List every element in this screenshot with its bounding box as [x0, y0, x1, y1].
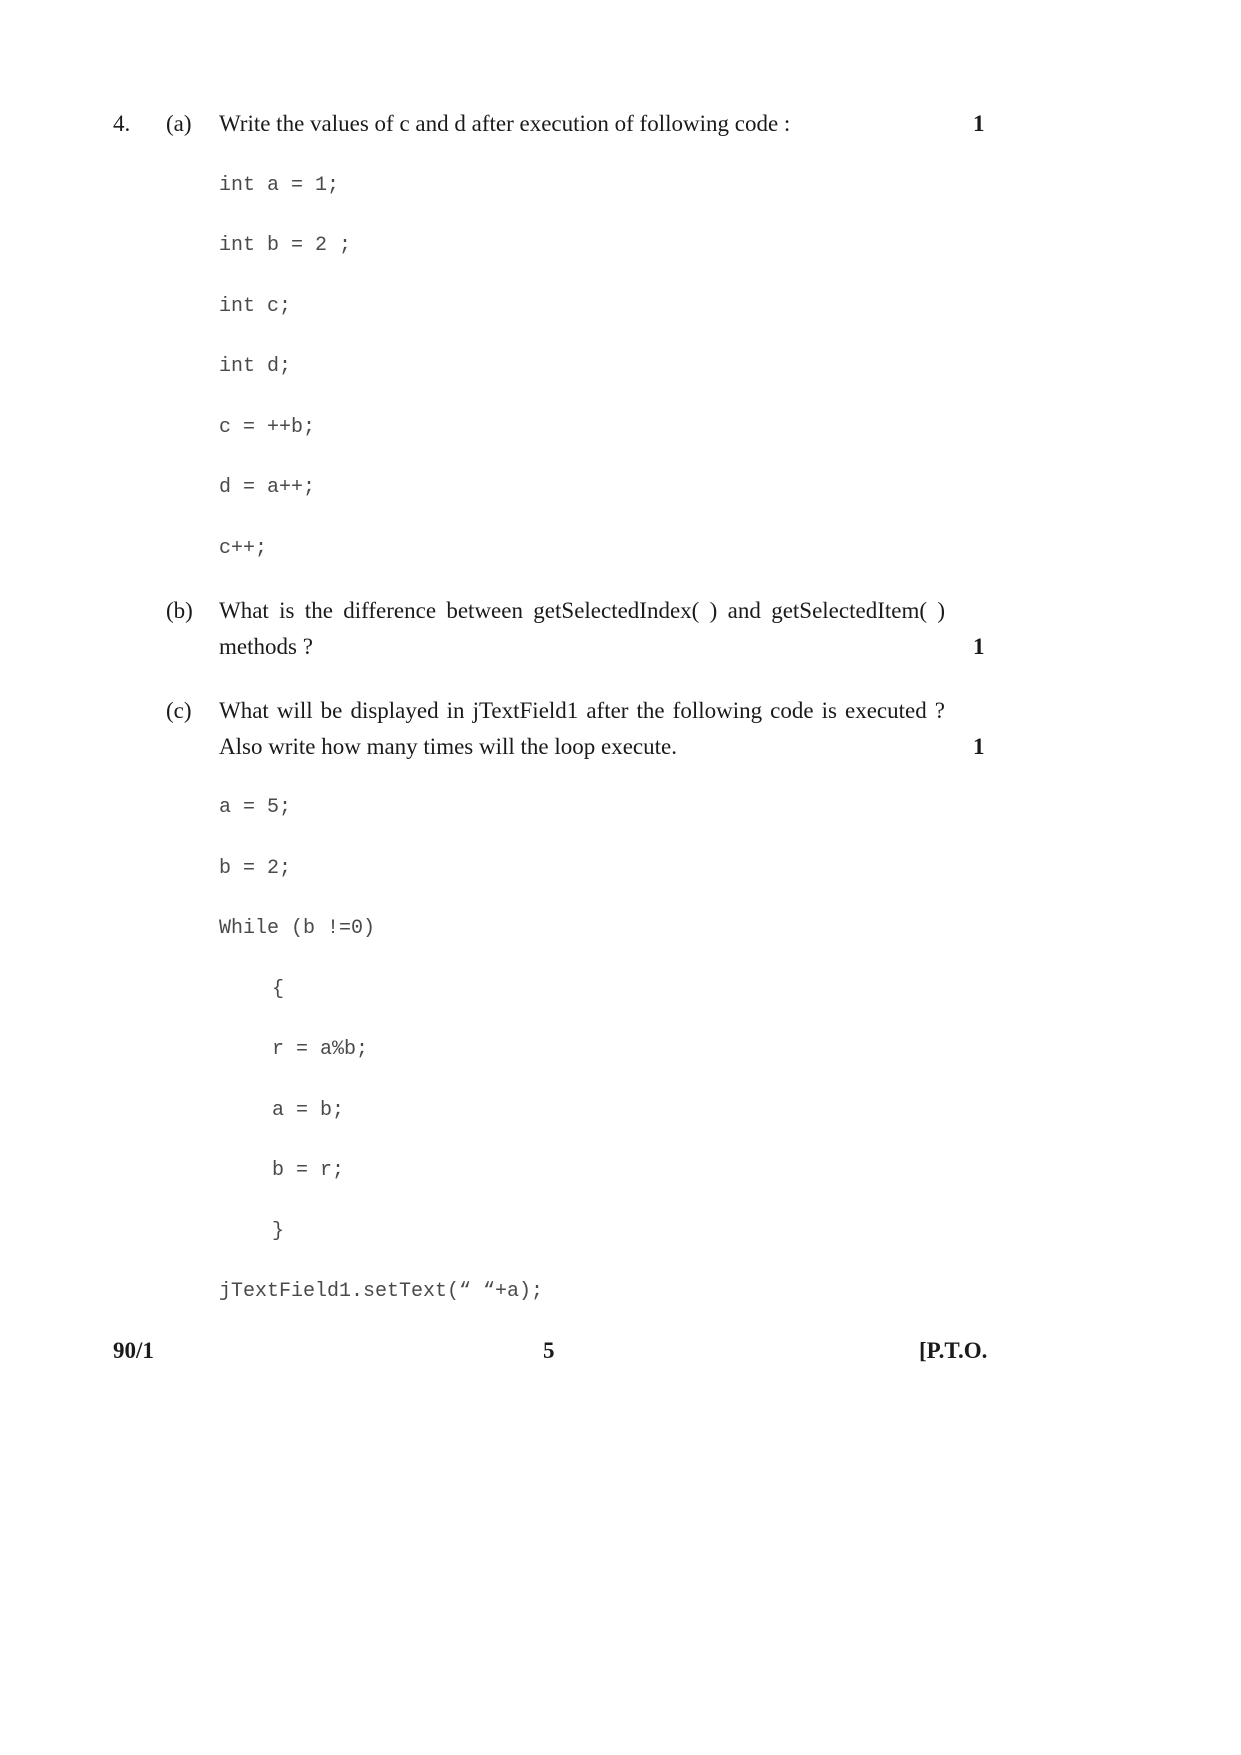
part-b-line2: methods ? [219, 634, 313, 659]
pto-note: [P.T.O. [919, 1338, 988, 1363]
question-number: 4. [113, 111, 131, 136]
code-line: int c; [219, 295, 292, 318]
part-c-line1: What will be displayed in jTextField1 after the following code is executed ? [219, 698, 945, 723]
code-line: int b = 2 ; [219, 234, 352, 257]
code-line: } [272, 1220, 285, 1243]
part-b-marks: 1 [973, 634, 985, 659]
code-line: r = a%b; [272, 1038, 369, 1061]
code-line: c++; [219, 537, 268, 560]
code-line: a = 5; [219, 796, 292, 819]
code-line: b = r; [272, 1159, 345, 1182]
code-line: a = b; [272, 1099, 345, 1122]
part-a-marks: 1 [973, 111, 985, 136]
code-line: jTextField1.setText(“ “+a); [219, 1280, 544, 1303]
code-line: b = 2; [219, 857, 292, 880]
code-line: { [272, 978, 285, 1001]
part-c-label: (c) [166, 698, 192, 723]
part-c-line2: Also write how many times will the loop execute. [219, 734, 677, 759]
part-a-text: Write the values of c and d after execution of following code : [219, 111, 791, 136]
part-a-label: (a) [166, 111, 192, 136]
page-number: 5 [543, 1338, 555, 1363]
part-c-marks: 1 [973, 734, 985, 759]
code-line: While (b !=0) [219, 917, 376, 940]
code-line: int a = 1; [219, 174, 340, 197]
code-line: d = a++; [219, 476, 316, 499]
paper-code: 90/1 [113, 1338, 154, 1363]
code-line: int d; [219, 355, 292, 378]
part-b-line1: What is the difference between getSelectedIndex( ) and getSelectedItem( ) [219, 598, 945, 623]
code-line: c = ++b; [219, 416, 316, 439]
part-b-label: (b) [166, 598, 193, 623]
